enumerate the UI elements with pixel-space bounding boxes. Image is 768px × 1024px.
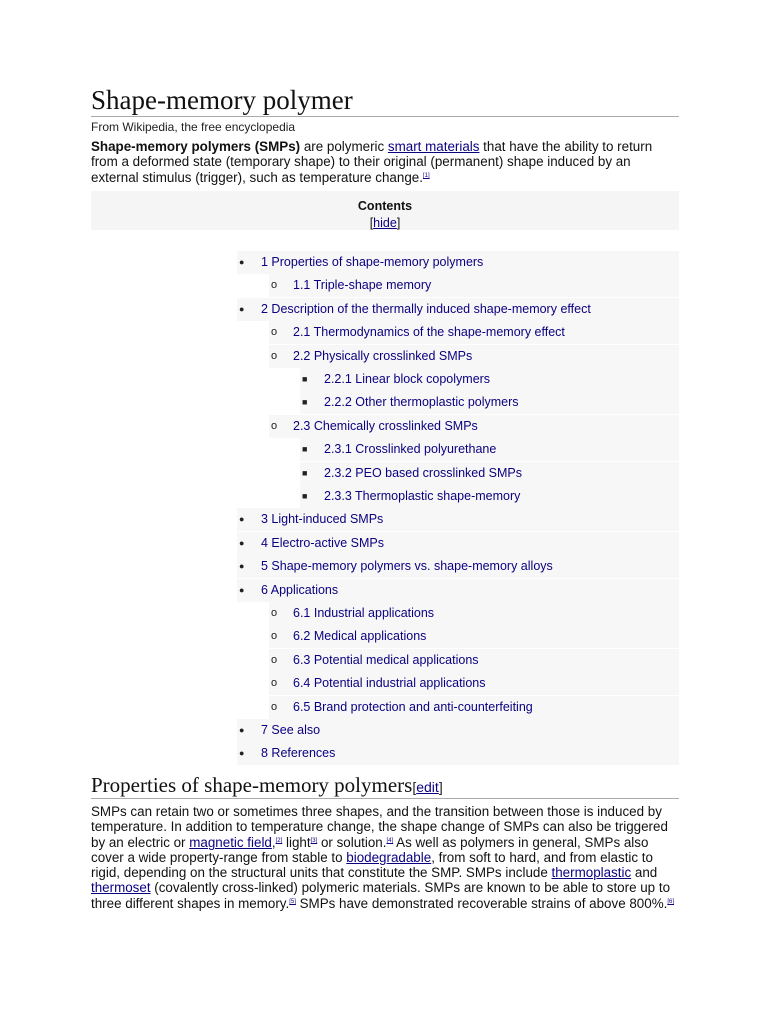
section-paragraph [91, 805, 679, 912]
toc-item-level-1[interactable] [237, 579, 679, 602]
toc-item-label[interactable]: 6.2 Medical applications [293, 629, 427, 644]
toc-item-level-3[interactable] [300, 391, 679, 414]
toc-item-level-2[interactable] [269, 415, 679, 438]
toc-bullet: o [271, 653, 278, 666]
toc-item-level-2[interactable] [269, 649, 679, 672]
toc-bullet: o [271, 326, 278, 339]
toc-item-label[interactable]: 7 See also [261, 723, 321, 737]
para-text: SMPs can retain two or sometimes three shapes, and the transition between those is induced by temperature. In addition to temperature change, the shape change of SMPs can also be triggered by an electric or [91, 804, 668, 851]
citation-3[interactable]: [3] [310, 838, 318, 845]
para-text: light [282, 835, 311, 851]
toc-item-label[interactable]: 1.1 Triple-shape memory [293, 278, 432, 293]
toc-bullet: ● [239, 537, 245, 548]
toc-item-label[interactable]: 6.1 Industrial applications [293, 606, 435, 620]
toc-header [91, 191, 679, 230]
bracket-open: [ [412, 779, 417, 795]
toc-item-label[interactable]: 6.5 Brand protection and anti-counterfeiting [293, 699, 533, 714]
toc-item-level-1[interactable] [237, 251, 679, 274]
toc-item-label[interactable]: 2.3.2 PEO based crosslinked SMPs [324, 465, 523, 480]
citation-1[interactable]: [1] [422, 173, 430, 179]
edit-link[interactable]: edit [416, 779, 439, 795]
page-title: Shape-memory polymer [91, 84, 679, 117]
citation-2[interactable]: [2] [275, 838, 283, 845]
toc-item-level-2[interactable] [269, 321, 679, 344]
toc-item-label[interactable]: 2.2.1 Linear block copolymers [324, 372, 491, 386]
toc-bullet: o [271, 607, 278, 619]
toc-item-level-2[interactable] [269, 602, 679, 625]
toc-item-level-3[interactable] [300, 438, 679, 461]
toc-bullet: o [271, 630, 278, 643]
toc-item-label[interactable]: 2.1 Thermodynamics of the shape-memory effect [293, 325, 565, 340]
citation-4[interactable]: [4] [386, 838, 394, 845]
toc-item-label[interactable]: 6 Applications [261, 582, 339, 597]
toc-hide-control [91, 216, 679, 230]
toc-item-level-3[interactable] [300, 462, 679, 485]
toc-bullet: o [271, 677, 278, 690]
toc-item-level-1[interactable] [237, 555, 679, 578]
toc-item-level-2[interactable] [269, 345, 679, 368]
toc-bullet: ■ [302, 397, 308, 408]
toc-item-level-1[interactable] [237, 508, 679, 531]
para-text: (covalently cross-linked) polymeric materials. SMPs are known to be able to store up to three different shapes in memory. [91, 879, 671, 912]
intro-bold-term: Shape-memory polymers (SMPs) [91, 139, 301, 154]
intro-text: are polymeric [300, 139, 388, 154]
toc-item-label[interactable]: 6.4 Potential industrial applications [293, 676, 486, 691]
tagline: From Wikipedia, the free encyclopedia [91, 120, 296, 134]
toc-item-level-2[interactable] [269, 625, 679, 648]
toc-item-label[interactable]: 2.3.3 Thermoplastic shape-memory [324, 489, 521, 503]
bracket-close: ] [396, 216, 401, 230]
toc-hide-link[interactable]: hide [373, 216, 397, 230]
toc-bullet: o [271, 349, 278, 362]
para-text: SMPs have demonstrated recoverable strains of above 800%. [295, 896, 668, 912]
toc-bullet: ● [239, 514, 245, 525]
toc-item-level-2[interactable] [269, 274, 679, 297]
toc-item-label[interactable]: 8 References [261, 746, 336, 761]
section-edit [412, 779, 442, 795]
para-text: , from soft to hard, and from elastic to rigid, depending on the structural units that constitute the SMP. SMPs include [91, 850, 653, 880]
smart-materials-link[interactable]: smart materials [387, 139, 480, 154]
toc-bullet: o [271, 419, 278, 432]
toc-item-level-1[interactable] [237, 532, 679, 555]
toc-bullet: ■ [302, 444, 308, 455]
toc-item-level-3[interactable] [300, 368, 679, 391]
para-text: or solution. [317, 835, 387, 851]
toc-bullet: ● [239, 584, 245, 595]
toc-bullet: ● [239, 725, 245, 735]
toc-item-label[interactable]: 2.2.2 Other thermoplastic polymers [324, 395, 519, 410]
bracket-open: [ [369, 216, 374, 230]
biodegradable-link[interactable]: biodegradable [346, 850, 432, 866]
bracket-close: ] [438, 779, 443, 795]
intro-paragraph [91, 139, 679, 185]
toc-item-level-2[interactable] [269, 696, 679, 719]
toc-item-label[interactable]: 5 Shape-memory polymers vs. shape-memory alloys [261, 559, 553, 574]
toc-bullet: ● [239, 257, 245, 267]
para-text: and [631, 864, 658, 880]
toc-title: Contents [357, 199, 413, 213]
toc-bullet: ● [239, 748, 245, 759]
toc-item-level-3[interactable] [300, 485, 679, 508]
toc-item-label[interactable]: 4 Electro-active SMPs [261, 535, 384, 550]
toc-item-label[interactable]: 2.3 Chemically crosslinked SMPs [293, 418, 478, 433]
toc-item-level-2[interactable] [269, 672, 679, 695]
toc-bullet: o [271, 279, 278, 292]
toc-item-label[interactable]: 6.3 Potential medical applications [293, 652, 479, 667]
toc-bullet: o [271, 700, 278, 713]
toc-item-level-1[interactable] [237, 719, 679, 742]
intro-text: that have the ability to return from a deformed state (temporary shape) to their original (permanent) shape induced by an external stimulus (trigger), such as temperature change. [91, 139, 653, 185]
thermoset-link[interactable]: thermoset [91, 879, 151, 895]
toc-item-label[interactable]: 2 Description of the thermally induced shape-memory effect [261, 301, 591, 316]
toc-item-label[interactable]: 3 Light-induced SMPs [261, 512, 384, 527]
toc-bullet: ■ [302, 467, 308, 478]
toc-bullet: ■ [302, 374, 308, 384]
toc-item-label[interactable]: 2.2 Physically crosslinked SMPs [293, 348, 473, 363]
citation-6[interactable]: [6] [667, 899, 674, 906]
toc-item-level-1[interactable] [237, 298, 679, 321]
para-text: , [271, 835, 276, 851]
section-title: Properties of shape-memory polymers [91, 773, 413, 797]
para-text: As well as polymers in general, SMPs also cover a wide property-range from stable to [91, 835, 649, 866]
section-heading [91, 772, 679, 799]
toc-bullet: ● [239, 303, 245, 314]
toc-item-level-1[interactable] [237, 742, 679, 765]
toc-bullet: ■ [302, 491, 308, 501]
magnetic-field-link[interactable]: magnetic field [189, 835, 272, 851]
toc-item-label[interactable]: 1 Properties of shape-memory polymers [261, 255, 484, 269]
toc-item-label[interactable]: 2.3.1 Crosslinked polyurethane [324, 442, 497, 457]
citation-5[interactable]: [5] [289, 899, 296, 906]
toc-bullet: ● [239, 561, 245, 572]
thermoplastic-link[interactable]: thermoplastic [551, 864, 632, 880]
